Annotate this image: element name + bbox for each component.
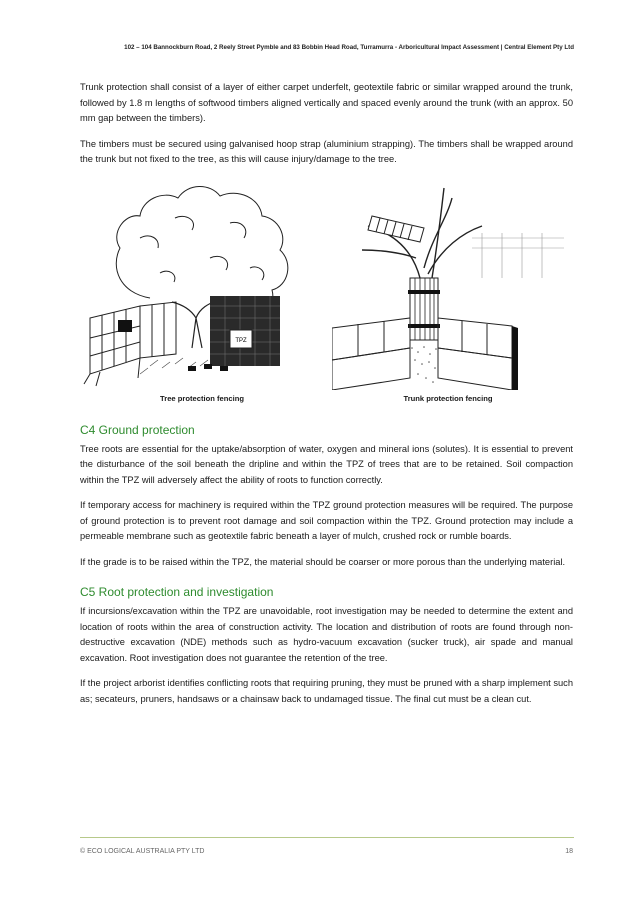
tree-protection-fencing-illustration — [80, 178, 320, 390]
c4-paragraph-1: Tree roots are essential for the uptake/absorption of water, oxygen and mineral ions (solutes). It is essential to prevent the disturbance of the soil beneath the dripline and within the TPZ of trees that are to be retained. Soil compaction within the TPZ will adversely affect the ability of roots to function correctly. — [80, 443, 573, 485]
c4-paragraph-2: If temporary access for machinery is required within the TPZ ground protection measures will be required. The purpose of ground protection is to prevent root damage and soil compaction within the TPZ. Ground protection may include a permeable membrane such as geotextile fabric beneath a layer of mulch, crushed rock or rumble boards. — [80, 500, 573, 541]
trunk-protection-fencing-illustration — [332, 178, 572, 390]
page-number: 18 — [565, 848, 573, 855]
intro-paragraph-1: Trunk protection shall consist of a layer of either carpet underfelt, geotextile fabric or similar wrapped around the trunk, followed by 1.8 m lengths of softwood timbers aligned vertically and spaced evenly around the trunk (with an approx. 50 mm gap between the timbers). — [80, 82, 573, 123]
running-header: 102 – 104 Bannockburn Road, 2 Reely Street Pymble and 83 Bobbin Head Road, Turramurra - Arboricultural Impact Assessment | Central Element Pty Ltd — [124, 44, 574, 51]
c4-paragraph-3: If the grade is to be raised within the TPZ, the material should be coarser or more porous than the underlying material. — [80, 556, 566, 567]
page-content — [80, 80, 573, 717]
c5-paragraph-1: If incursions/excavation within the TPZ are unavoidable, root investigation may be needed to determine the extent and location of roots within the area of construction activity. The location and distribution of roots are found through non-destructive excavation (NDE) methods such as hydro-vacuum excavation (sucker truck), air spade and manual excavation. Root investigation does not guarantee the retention of the tree. — [80, 606, 573, 663]
footer-rule — [80, 837, 574, 838]
tpz-sign-label: TPZ — [235, 337, 247, 344]
c5-paragraph-2: If the project arborist identifies conflicting roots that requiring pruning, they must be pruned with a sharp implement such as; secateurs, pruners, handsaws or a chainsaw back to undamaged tissue. The final cut must be a clean cut. — [80, 678, 573, 704]
footer-copyright: © ECO LOGICAL AUSTRALIA PTY LTD — [80, 848, 205, 855]
section-c5-heading: C5 Root protection and investigation — [80, 585, 274, 599]
right-figure-caption: Trunk protection fencing — [403, 393, 493, 403]
intro-paragraph-2: The timbers must be secured using galvanised hoop strap (aluminium strapping). The timbers shall be wrapped around the trunk but not fixed to the tree, as this will cause injury/damage to the tree. — [80, 138, 573, 164]
figures-row — [80, 178, 573, 410]
section-c4-heading: C4 Ground protection — [80, 422, 195, 437]
left-figure-caption: Tree protection fencing — [160, 393, 244, 403]
